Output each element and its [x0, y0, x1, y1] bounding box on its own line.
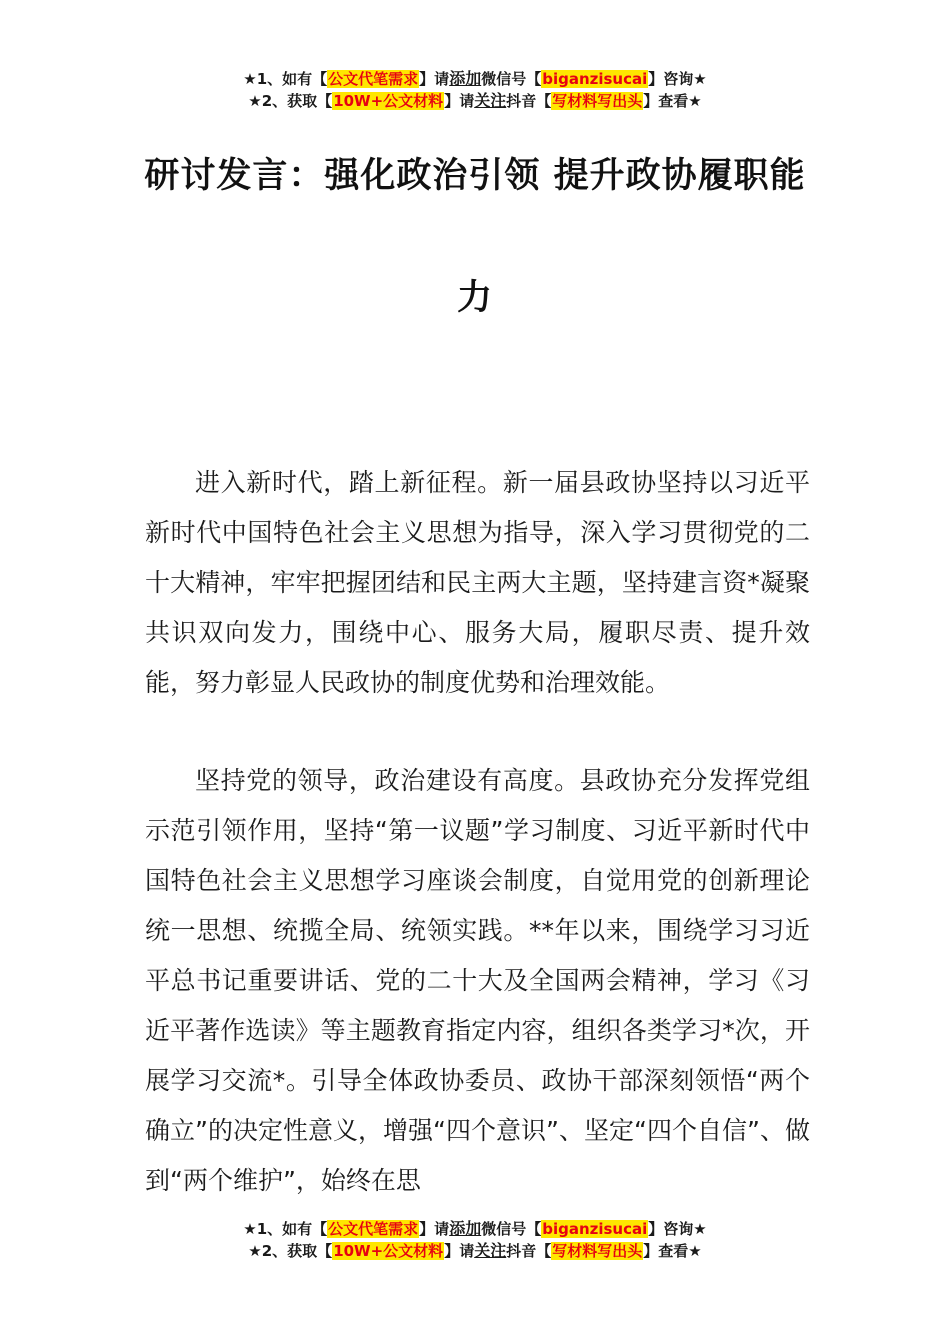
- banner-line-2: [0, 90, 950, 112]
- banner-text: ★2、获取【: [248, 1242, 333, 1260]
- banner-text: 】请: [419, 1220, 450, 1238]
- banner-text: 微信号【: [481, 1220, 542, 1238]
- banner-emphasis: 关注: [474, 91, 507, 110]
- banner-highlight-wechat: biganzisucai: [542, 1220, 648, 1238]
- document-title-line-2: 力: [456, 278, 493, 318]
- banner-text: 】查看★: [643, 92, 702, 110]
- banner-highlight-douyin: 写材料写出头: [552, 1242, 643, 1260]
- banner-line-2: [0, 1240, 950, 1262]
- banner-text: 】咨询★: [648, 70, 707, 88]
- body-paragraph-1: [145, 458, 810, 708]
- banner-text: ★2、获取【: [248, 92, 333, 110]
- banner-highlight-service: 公文代笔需求: [328, 1220, 419, 1238]
- banner-text: 】咨询★: [648, 1220, 707, 1238]
- body-paragraph-2: [145, 756, 810, 1206]
- banner-emphasis: 添加: [449, 69, 482, 88]
- banner-highlight-materials: 10W+公文材料: [333, 92, 444, 110]
- banner-text: 抖音【: [506, 92, 552, 110]
- banner-line-1: [0, 68, 950, 90]
- promo-banner-top: [0, 68, 950, 112]
- banner-highlight-materials: 10W+公文材料: [333, 1242, 444, 1260]
- banner-highlight-wechat: biganzisucai: [542, 70, 648, 88]
- banner-emphasis: 添加: [449, 1219, 482, 1238]
- banner-text: ★1、如有【: [243, 70, 328, 88]
- paragraph-text: 坚持党的领导，政治建设有高度。县政协充分发挥党组示范引领作用，坚持“第一议题”学习制度、习近平新时代中国特色社会主义思想学习座谈会制度，自觉用党的创新理论统一思想、统揽全局、统领实践。**年以来，围绕学习习近平总书记重要讲话、党的二十大及全国两会精神，学习《习近平著作选读》等主题教育指定内容，组织各类学习*次，开展学习交流*。引导全体政协委员、政协干部深刻领悟“两个确立”的决定性意义，增强“四个意识”、坚定“四个自信”、做到“两个维护”，始终在思: [145, 766, 810, 1195]
- banner-text: 】查看★: [643, 1242, 702, 1260]
- banner-text: 微信号【: [481, 70, 542, 88]
- paragraph-text: 进入新时代，踏上新征程。新一届县政协坚持以习近平新时代中国特色社会主义思想为指导，深入学习贯彻党的二十大精神，牢牢把握团结和民主两大主题，坚持建言资*凝聚共识双向发力，围绕中心、服务大局，履职尽责、提升效能，努力彰显人民政协的制度优势和治理效能。: [145, 468, 810, 697]
- banner-highlight-douyin: 写材料写出头: [552, 92, 643, 110]
- promo-banner-bottom: [0, 1218, 950, 1262]
- document-title-line-1: 研讨发言：强化政治引领 提升政协履职能: [144, 156, 806, 196]
- banner-text: 】请: [444, 92, 475, 110]
- banner-text: 抖音【: [506, 1242, 552, 1260]
- banner-emphasis: 关注: [474, 1241, 507, 1260]
- banner-highlight-service: 公文代笔需求: [328, 70, 419, 88]
- banner-text: 】请: [444, 1242, 475, 1260]
- banner-text: ★1、如有【: [243, 1220, 328, 1238]
- banner-line-1: [0, 1218, 950, 1240]
- banner-text: 】请: [419, 70, 450, 88]
